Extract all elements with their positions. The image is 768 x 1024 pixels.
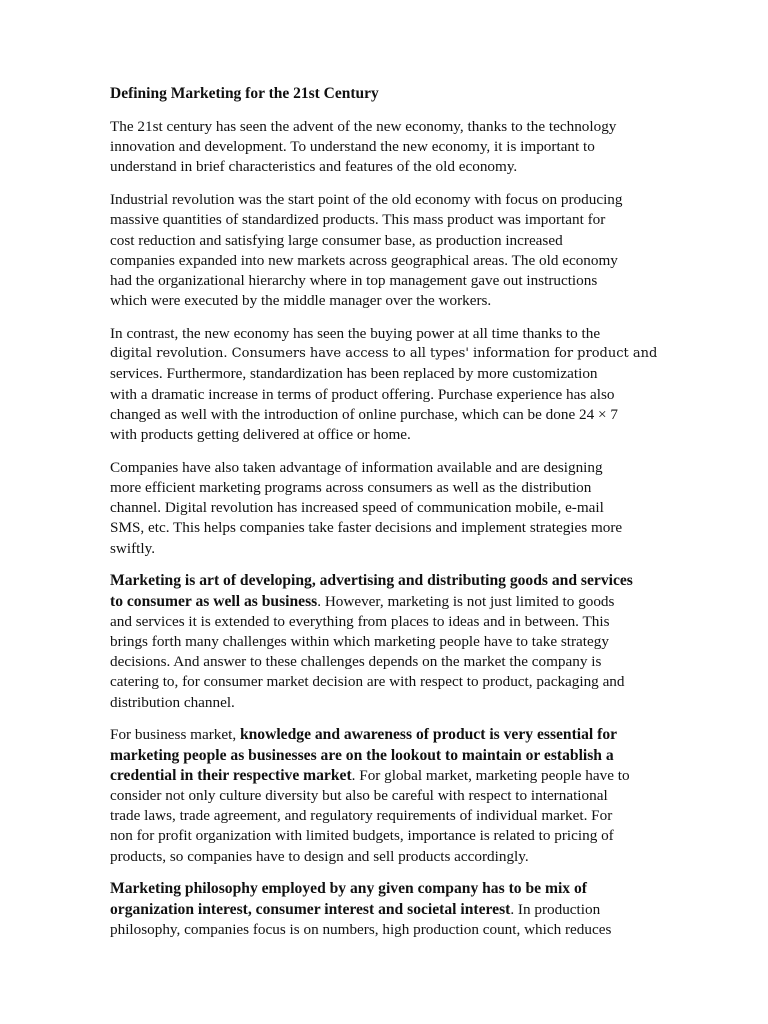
text-run: . In production [510,900,601,918]
text-line: In contrast, the new economy has seen the buying power at all time thanks to the [110,325,601,343]
paragraph-companies-advantage [110,458,660,559]
text-line: companies expanded into new markets across geographical areas. The old economy [110,251,618,269]
text-line: massive quantities of standardized products. This mass product was important for [110,211,606,229]
document-title: Defining Marketing for the 21st Century [110,85,379,102]
text-line: consider not only culture diversity but also be careful with respect to international [110,787,608,805]
text-line: non for profit organization with limited budgets, importance is related to pricing of [110,827,614,845]
paragraph-marketing-definition [110,571,660,712]
text-line [110,900,660,920]
text-line: and services it is extended to everything from places to ideas and in between. This [110,612,610,630]
text-line: had the organizational hierarchy where in top management gave out instructions [110,272,598,290]
text-line [110,879,660,899]
text-line: Companies have also taken advantage of information available and are designing [110,458,603,476]
paragraph-old-economy [110,190,660,311]
text-line: SMS, etc. This helps companies take faster decisions and implement strategies more [110,519,623,537]
text-line: understand in brief characteristics and features of the old economy. [110,158,518,176]
text-line [110,592,660,612]
text-run: For business market, [110,726,240,744]
text-line: distribution channel. [110,693,235,711]
text-line: philosophy, companies focus is on numbers, high production count, which reduces [110,920,612,938]
text-run: . For global market, marketing people have to [351,766,630,784]
document-page [110,84,660,953]
bold-emphasis: Marketing philosophy employed by any given company has to be mix of [110,880,587,898]
bold-emphasis: organization interest, consumer interest and societal interest [110,900,511,918]
text-line: decisions. And answer to these challenges depends on the market the company is [110,653,602,671]
text-line: catering to, for consumer market decision are with respect to product, packaging and [110,673,625,691]
text-line: cost reduction and satisfying large consumer base, as production increased [110,231,563,249]
bold-emphasis: credential in their respective market [110,766,352,784]
text-line [110,571,660,591]
paragraph-new-economy-intro [110,117,660,178]
text-line [110,725,660,745]
paragraph-new-economy-contrast [110,324,660,445]
text-line: trade laws, trade agreement, and regulatory requirements of individual market. For [110,807,613,825]
text-line: innovation and development. To understand the new economy, it is important to [110,138,595,156]
text-line: digital revolution. Consumers have access to all types' information for product and [110,346,658,362]
bold-emphasis: marketing people as businesses are on the lookout to maintain or establish a [110,746,614,764]
text-line: changed as well with the introduction of online purchase, which can be done 24 × 7 [110,405,618,423]
text-line: Industrial revolution was the start point of the old economy with focus on producing [110,191,623,209]
text-line: channel. Digital revolution has increased speed of communication mobile, e-mail [110,499,604,517]
text-line: with a dramatic increase in terms of product offering. Purchase experience has also [110,385,615,403]
bold-emphasis: knowledge and awareness of product is very essential for [239,726,618,744]
text-line: which were executed by the middle manager over the workers. [110,292,492,310]
text-line: brings forth many challenges within which marketing people have to take strategy [110,633,609,651]
bold-emphasis: Marketing is art of developing, advertising and distributing goods and services [110,572,633,590]
text-line: The 21st century has seen the advent of the new economy, thanks to the technology [110,118,617,135]
text-line [110,746,660,766]
text-line: swiftly. [110,539,155,557]
text-line [110,766,660,786]
text-run: . However, marketing is not just limited to goods [317,592,615,610]
bold-emphasis: to consumer as well as business [110,592,318,610]
text-line: more efficient marketing programs across consumers as well as the distribution [110,479,592,497]
text-line: services. Furthermore, standardization has been replaced by more customization [110,365,598,383]
paragraph-business-market [110,725,660,866]
paragraph-marketing-philosophy [110,879,660,940]
text-line: with products getting delivered at office or home. [110,426,411,444]
text-line: products, so companies have to design and sell products accordingly. [110,847,529,865]
